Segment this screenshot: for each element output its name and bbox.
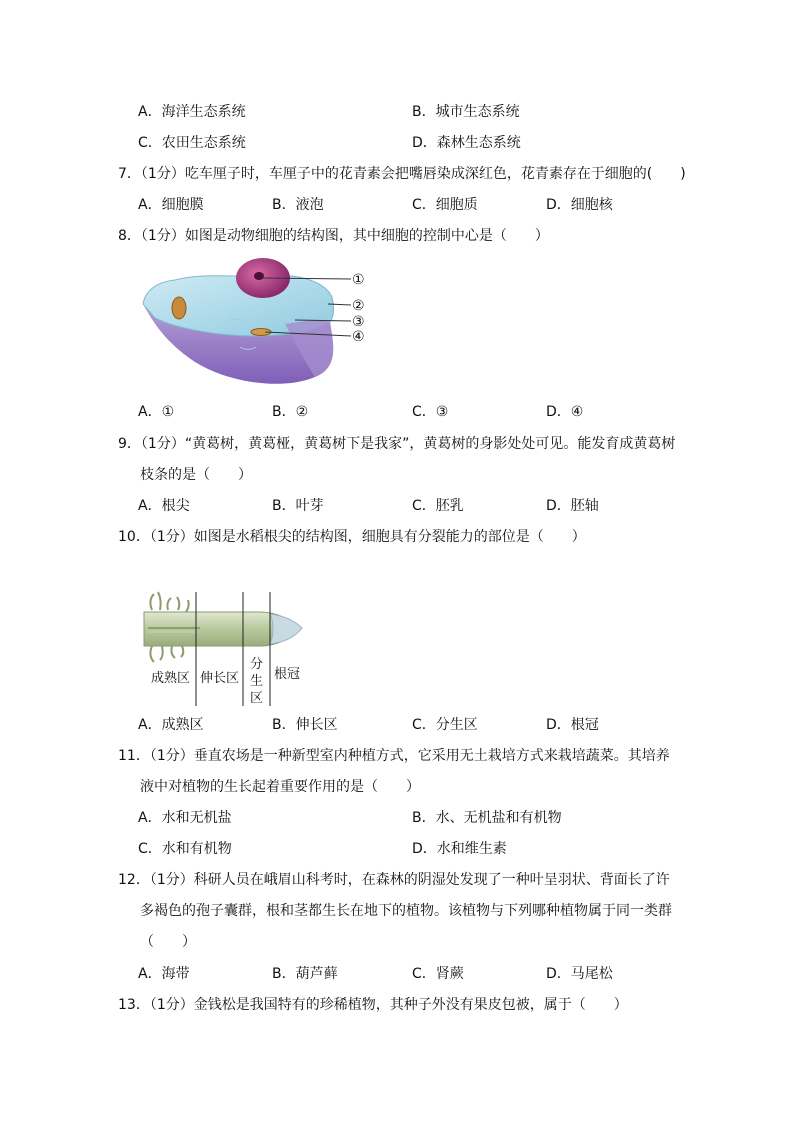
q10-option-d[interactable]: D．根冠 [546, 717, 599, 733]
q12-stem-line3: （ ） [140, 934, 196, 950]
label-meristem-zone-1: 分 [250, 657, 264, 672]
q9-option-d[interactable]: D．胚轴 [546, 498, 599, 514]
label-elongation-zone: 伸长区 [200, 671, 240, 686]
q9-option-b[interactable]: B．叶芽 [272, 498, 324, 514]
q12-option-a[interactable]: A．海带 [138, 966, 190, 982]
q12-option-b[interactable]: B．葫芦藓 [272, 966, 338, 982]
q10-stem: 10．（1分）如图是水稻根尖的结构图，细胞具有分裂能力的部位是（ ） [118, 529, 586, 545]
q7-option-d[interactable]: D．细胞核 [546, 197, 613, 213]
q11-option-c[interactable]: C．水和有机物 [138, 841, 232, 857]
cell-label-3: ③ [352, 314, 365, 330]
q6-option-c[interactable]: C．农田生态系统 [138, 135, 246, 151]
q10-option-c[interactable]: C．分生区 [412, 717, 478, 733]
q6-option-d[interactable]: D．森林生态系统 [412, 135, 521, 151]
q12-stem-line1: 12．（1分）科研人员在峨眉山科考时，在森林的阴湿处发现了一种叶呈羽状、背面长了许 [118, 872, 670, 888]
mitochondrion-icon [172, 297, 186, 319]
q7-option-b[interactable]: B．液泡 [272, 197, 324, 213]
label-maturation-zone: 成熟区 [151, 671, 191, 686]
q10-option-a[interactable]: A．成熟区 [138, 717, 204, 733]
q10-option-b[interactable]: B．伸长区 [272, 717, 338, 733]
q7-stem: 7．（1分）吃车厘子时，车厘子中的花青素会把嘴唇染成深红色，花青素存在于细胞的( ) [118, 166, 686, 182]
q9-option-a[interactable]: A．根尖 [138, 498, 190, 514]
q12-option-c[interactable]: C．肾蕨 [412, 966, 464, 982]
q8-option-b[interactable]: B．② [272, 404, 309, 420]
q11-stem-line1: 11．（1分）垂直农场是一种新型室内种植方式，它采用无土栽培方式来栽培蔬菜。其培养 [118, 748, 670, 764]
q9-stem-line1: 9．（1分）“黄葛树，黄葛桠，黄葛树下是我家”，黄葛树的身影处处可见。能发育成黄葛树 [118, 436, 676, 452]
cell-label-1: ① [352, 272, 365, 288]
q9-option-c[interactable]: C．胚乳 [412, 498, 464, 514]
q7-option-c[interactable]: C．细胞质 [412, 197, 478, 213]
q12-option-d[interactable]: D．马尾松 [546, 966, 613, 982]
q6-option-b[interactable]: B．城市生态系统 [412, 104, 520, 120]
cell-label-4: ④ [352, 329, 365, 345]
q11-option-d[interactable]: D．水和维生素 [412, 841, 507, 857]
q12-stem-line2: 多褐色的孢子囊群，根和茎都生长在地下的植物。该植物与下列哪种植物属于同一类群 [140, 903, 672, 919]
q8-stem: 8．（1分）如图是动物细胞的结构图，其中细胞的控制中心是（ ） [118, 228, 549, 244]
q9-stem-line2: 枝条的是（ ） [140, 467, 252, 483]
q11-option-a[interactable]: A．水和无机盐 [138, 810, 232, 826]
q13-stem: 13．（1分）金钱松是我国特有的珍稀植物，其种子外没有果皮包被，属于（ ） [118, 997, 628, 1013]
q7-option-a[interactable]: A．细胞膜 [138, 197, 204, 213]
animal-cell-figure [135, 252, 375, 394]
q11-option-b[interactable]: B．水、无机盐和有机物 [412, 810, 562, 826]
label-meristem-zone-2: 生 [250, 674, 264, 689]
q8-option-d[interactable]: D．④ [546, 404, 584, 420]
label-root-cap: 根冠 [274, 667, 301, 682]
cell-label-2: ② [352, 298, 365, 314]
q11-stem-line2: 液中对植物的生长起着重要作用的是（ ） [140, 779, 420, 795]
label-meristem-zone-3: 区 [250, 691, 264, 706]
root-tip-figure [140, 590, 310, 708]
q6-option-a[interactable]: A．海洋生态系统 [138, 104, 246, 120]
root-cap-shape [270, 614, 302, 644]
q8-option-c[interactable]: C．③ [412, 404, 449, 420]
q8-option-a[interactable]: A．① [138, 404, 175, 420]
